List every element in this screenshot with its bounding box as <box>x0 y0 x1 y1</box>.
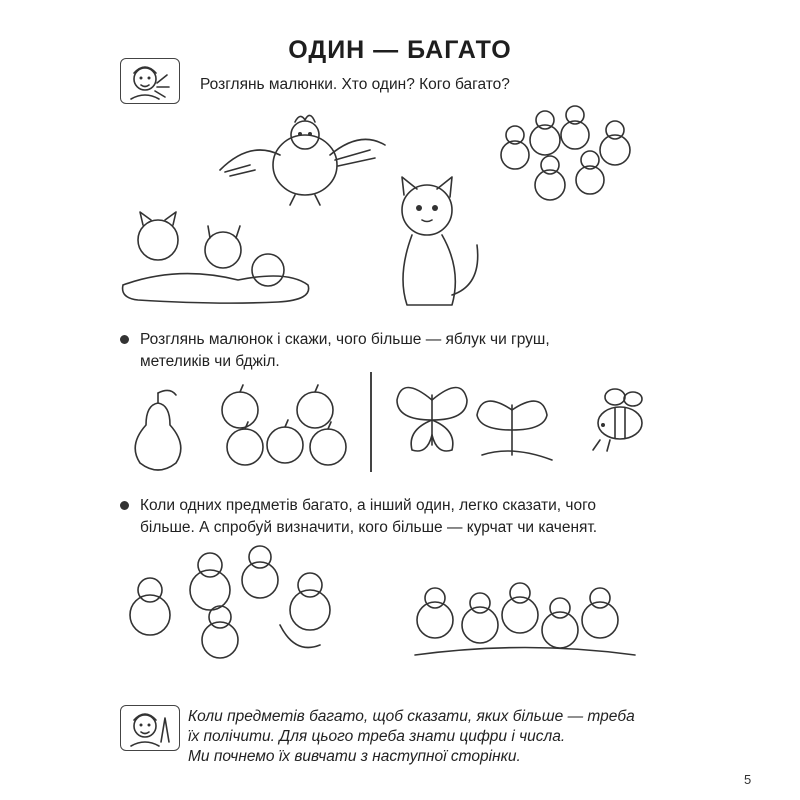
butterflies-illustration <box>392 375 572 465</box>
ducklings-illustration <box>120 545 340 665</box>
task2-line1: Розглянь малюнок і скажи, чого більше — яблук чи груш, <box>140 331 550 348</box>
boy-look-icon <box>120 58 180 104</box>
kittens-illustration <box>118 210 318 310</box>
pear-illustration <box>118 385 198 485</box>
hen-illustration <box>210 110 390 210</box>
task3-line1: Коли одних предметів багато, а інший один, легко сказати, чого <box>140 497 597 514</box>
task3-line2: більше. А спробуй визначити, кого більше — курчат чи каченят. <box>140 519 598 536</box>
cat-illustration <box>382 175 482 315</box>
note-line3: Ми почнемо їх вивчати з наступної сторінки. <box>188 748 521 765</box>
page-title: ОДИН — БАГАТО <box>288 36 512 64</box>
chicks-row-illustration <box>410 570 640 670</box>
bullet-icon <box>120 335 129 344</box>
bullet-icon <box>120 501 129 510</box>
bee-illustration <box>585 385 655 455</box>
section-divider <box>370 372 372 472</box>
page-number: 5 <box>744 772 752 787</box>
note-line2: їх полічити. Для цього треба знати цифри і числа. <box>188 728 566 745</box>
task2-line2: метеликів чи бджіл. <box>140 353 280 370</box>
chicks-group-illustration <box>495 100 645 210</box>
boy-think-icon <box>120 705 180 751</box>
note-line1: Коли предметів багато, щоб сказати, яких більше — треба <box>188 708 635 725</box>
task1-instruction: Розглянь малюнки. Хто один? Кого багато? <box>200 76 510 93</box>
apples-illustration <box>210 385 360 475</box>
